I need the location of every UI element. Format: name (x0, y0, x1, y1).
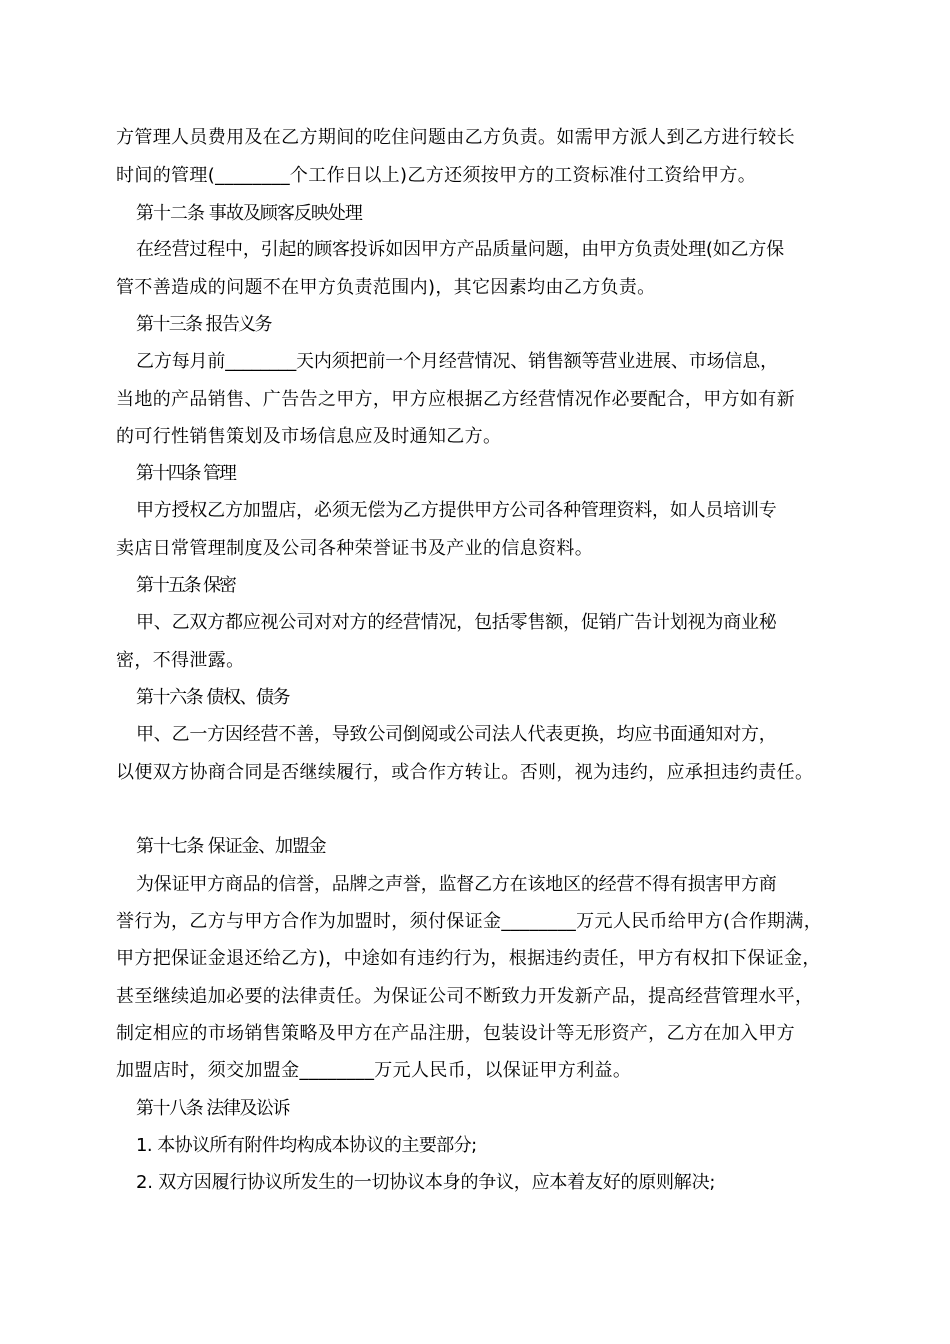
article-heading-16: 第十六条 债权、债务 (136, 687, 290, 708)
paragraph-line: 当地的产品销售、广告告之甲方，甲方应根据乙方经营情况作必要配合，甲方如有新 (116, 389, 795, 410)
paragraph-line: 甚至继续追加必要的法律责任。为保证公司不断致力开发新产品，提高经营管理水平， (116, 986, 814, 1007)
paragraph-line: 的可行性销售策划及市场信息应及时通知乙方。 (116, 426, 502, 447)
paragraph-line: 甲、乙双方都应视公司对对方的经营情况，包括零售额，促销广告计划视为商业秘 (136, 612, 777, 633)
paragraph-line: 密，不得泄露。 (116, 650, 245, 671)
paragraph-line: 乙方每月前________天内须把前一个月经营情况、销售额等营业进展、市场信息， (136, 351, 778, 372)
paragraph-line: 誉行为，乙方与甲方合作为加盟时，须付保证金________万元人民币给甲方(合作期满， (116, 911, 823, 932)
article-heading-17: 第十七条 保证金、加盟金 (136, 836, 326, 857)
paragraph-line: 以便双方协商合同是否继续履行，或合作方转让。否则，视为违约，应承担违约责任。 (116, 762, 814, 783)
paragraph-line: 加盟店时，须交加盟金________万元人民币，以保证甲方利益。 (116, 1060, 632, 1081)
list-item: 2. 双方因履行协议所发生的一切协议本身的争议，应本着友好的原则解决; (136, 1172, 716, 1193)
paragraph-line: 为保证甲方商品的信誉，品牌之声誉，监督乙方在该地区的经营不得有损害甲方商 (136, 874, 777, 895)
paragraph-line: 甲方授权乙方加盟店，必须无偿为乙方提供甲方公司各种管理资料，如人员培训专 (136, 500, 777, 521)
paragraph-line: 在经营过程中，引起的顾客投诉如因甲方产品质量问题，由甲方负责处理(如乙方保 (136, 239, 784, 260)
article-heading-14: 第十四条 管理 (136, 463, 235, 484)
paragraph-line: 方管理人员费用及在乙方期间的吃住问题由乙方负责。如需甲方派人到乙方进行较长 (116, 127, 795, 148)
article-heading-12: 第十二条 事故及顾客反映处理 (136, 203, 362, 224)
paragraph-line: 时间的管理(________个工作日以上)乙方还须按甲方的工资标准付工资给甲方。 (116, 165, 757, 186)
list-item: 1. 本协议所有附件均构成本协议的主要部分; (136, 1135, 477, 1156)
paragraph-line: 制定相应的市场销售策略及甲方在产品注册，包装设计等无形资产，乙方在加入甲方 (116, 1023, 795, 1044)
article-heading-15: 第十五条 保密 (136, 575, 235, 596)
paragraph-line: 卖店日常管理制度及公司各种荣誉证书及产业的信息资料。 (116, 538, 594, 559)
paragraph-line: 管不善造成的问题不在甲方负责范围内)，其它因素均由乙方负责。 (116, 277, 656, 298)
paragraph-line: 甲、乙一方因经营不善，导致公司倒阅或公司法人代表更换，均应书面通知对方， (136, 724, 777, 745)
paragraph-line: 甲方把保证金退还给乙方)，中途如有违约行为，根据违约责任，甲方有权扣下保证金， (116, 948, 821, 969)
article-heading-18: 第十八条 法律及讼诉 (136, 1098, 290, 1119)
article-heading-13: 第十三条 报告义务 (136, 314, 271, 335)
